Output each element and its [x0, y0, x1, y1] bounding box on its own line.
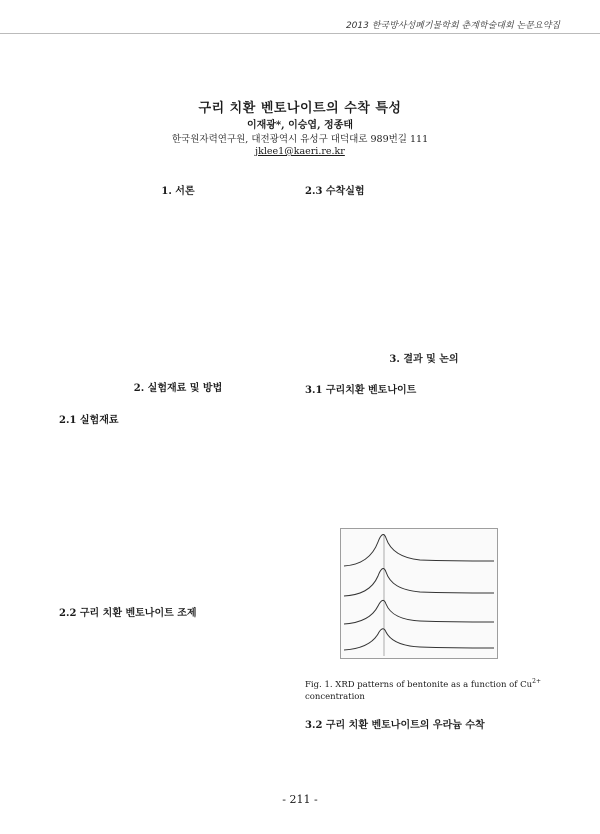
page-number: - 211 - [282, 793, 318, 806]
subsection-heading-preparation: 2.2 구리 치환 벤토나이트 조제 [59, 608, 197, 619]
xrd-figure [340, 528, 498, 670]
paper-affiliation: 한국원자력연구원, 대전광역시 유성구 대덕대로 989번길 111 [171, 134, 429, 145]
figure-caption-text: Fig. 1. XRD patterns of bentonite as a function of Cu [305, 679, 533, 690]
xrd-plot-frame [341, 529, 498, 659]
paper-authors: 이재광*, 이승엽, 정종태 [246, 120, 354, 131]
section-heading-introduction: 1. 서론 [161, 186, 195, 197]
subsection-heading-cu-bentonite: 3.1 구리치환 벤토나이트 [305, 385, 417, 396]
subsection-heading-sorption: 2.3 수착실험 [305, 186, 365, 197]
author-email[interactable]: jklee1@kaeri.re.kr [255, 146, 345, 157]
section-heading-methods: 2. 실험재료 및 방법 [133, 383, 223, 394]
header-rule [0, 33, 600, 34]
figure-caption-superscript: 2+ [532, 678, 541, 685]
figure-caption [305, 676, 543, 703]
paper-title: 구리 치환 벤토나이트의 수착 특성 [198, 101, 402, 116]
subsection-heading-uranium-sorption: 3.2 구리 치환 벤토나이트의 우라늄 수착 [305, 720, 485, 731]
figure-caption-suffix: concentration [305, 691, 365, 702]
section-heading-results: 3. 결과 및 논의 [389, 354, 459, 365]
subsection-heading-materials: 2.1 실험재료 [59, 415, 119, 426]
running-header: 2013 한국방사성폐기물학회 춘계학술대회 논문요약집 [345, 21, 560, 31]
